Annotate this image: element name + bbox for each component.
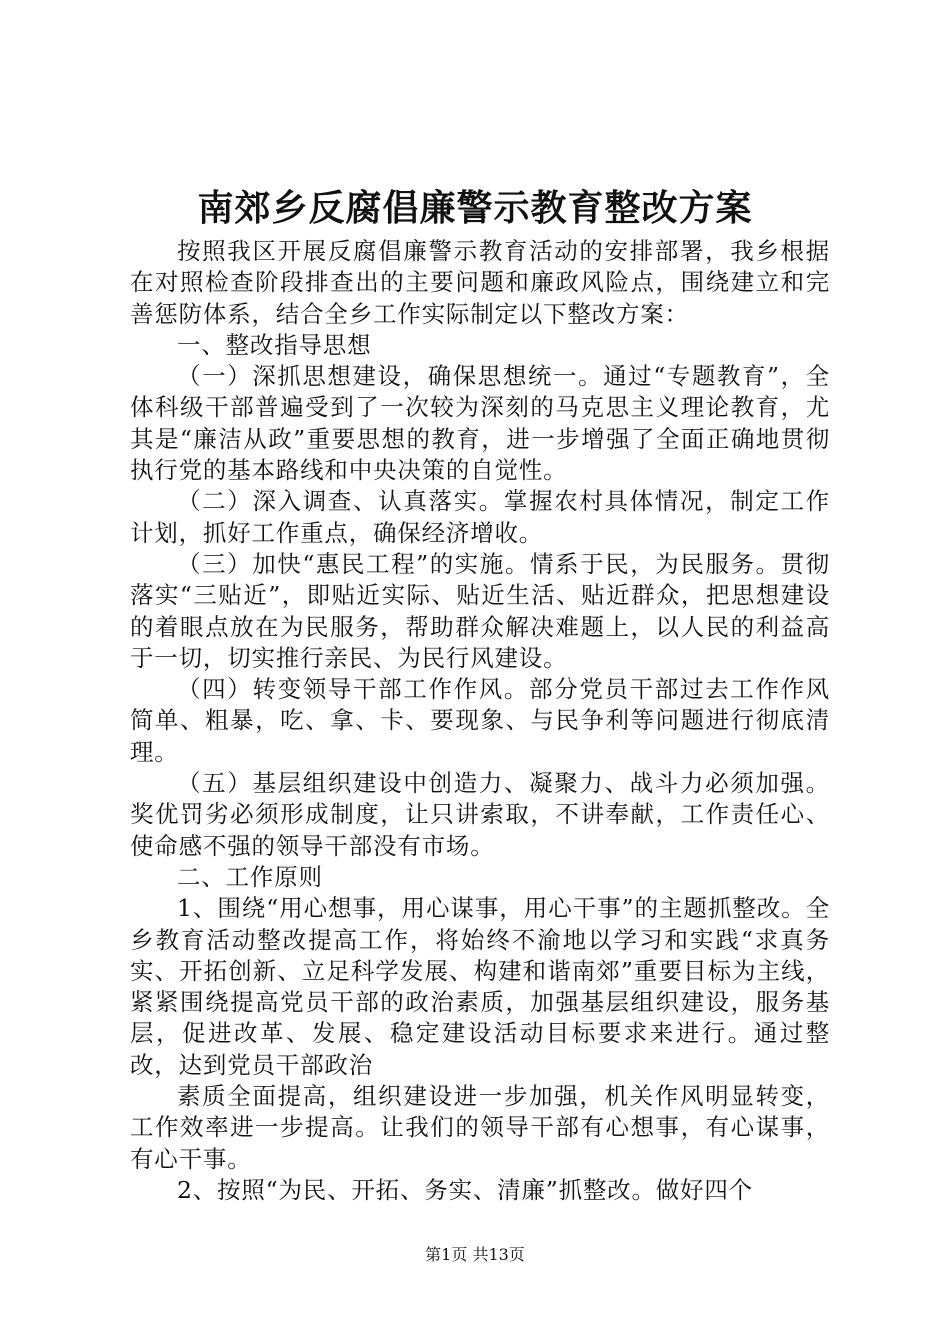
- paragraph-intro: 按照我区开展反腐倡廉警示教育活动的安排部署，我乡根据在对照检查阶段排查出的主要问题和廉政风险点，围绕建立和完善惩防体系，结合全乡工作实际制定以下整改方案：: [130, 237, 830, 328]
- paragraph-item-5: （五）基层组织建设中创造力、凝聚力、战斗力必须加强。奖优罚劣必须形成制度，让只讲索取，不讲奉献，工作责任心、使命感不强的领导干部没有市场。: [130, 769, 830, 860]
- page-footer: 第1页 共13页: [425, 1245, 525, 1264]
- paragraph-principle-2: 2、按照“为民、开拓、务实、清廉”抓整改。做好四个: [177, 1175, 753, 1204]
- paragraph-principle-1-cont: 素质全面提高，组织建设进一步加强，机关作风明显转变，工作效率进一步提高。让我们的领导干部有心想事，有心谋事，有心干事。: [130, 1082, 830, 1173]
- page-title: 南郊乡反腐倡廉警示教育整改方案: [197, 187, 753, 229]
- section-heading-2: 二、工作原则: [177, 862, 323, 891]
- paragraph-principle-1: 1、围绕“用心想事，用心谋事，用心干事”的主题抓整改。全乡教育活动整改提高工作，将始终不渝地以学习和实践“求真务实、开拓创新、立足科学发展、构建和谐南郊”重要目标为主线，紧紧围绕提高党员干部的政治素质，加强基层组织建设，服务基层，促进改革、发展、稳定建设活动目标要求来进行。通过整改，达到党员干部政治: [130, 894, 830, 1079]
- section-heading-1: 一、整改指导思想: [177, 330, 372, 359]
- paragraph-item-3: （三）加快“惠民工程”的实施。情系于民，为民服务。贯彻落实“三贴近”，即贴近实际、贴近生活、贴近群众，把思想建设的着眼点放在为民服务，帮助群众解决难题上，以人民的利益高于一切，切实推行亲民、为民行风建设。: [130, 549, 830, 672]
- paragraph-item-2: （二）深入调查、认真落实。掌握农村具体情况，制定工作计划，抓好工作重点，确保经济增收。: [130, 487, 830, 547]
- document-body: [130, 236, 830, 1206]
- paragraph-item-4: （四）转变领导干部工作作风。部分党员干部过去工作作风简单、粗暴，吃、拿、卡、要现象、与民争利等问题进行彻底清理。: [130, 675, 830, 766]
- paragraph-item-1: （一）深抓思想建设，确保思想统一。通过“专题教育”，全体科级干部普遍受到了一次较为深刻的马克思主义理论教育，尤其是“廉洁从政”重要思想的教育，进一步增强了全面正确地贯彻执行党的基本路线和中央决策的自觉性。: [130, 362, 830, 485]
